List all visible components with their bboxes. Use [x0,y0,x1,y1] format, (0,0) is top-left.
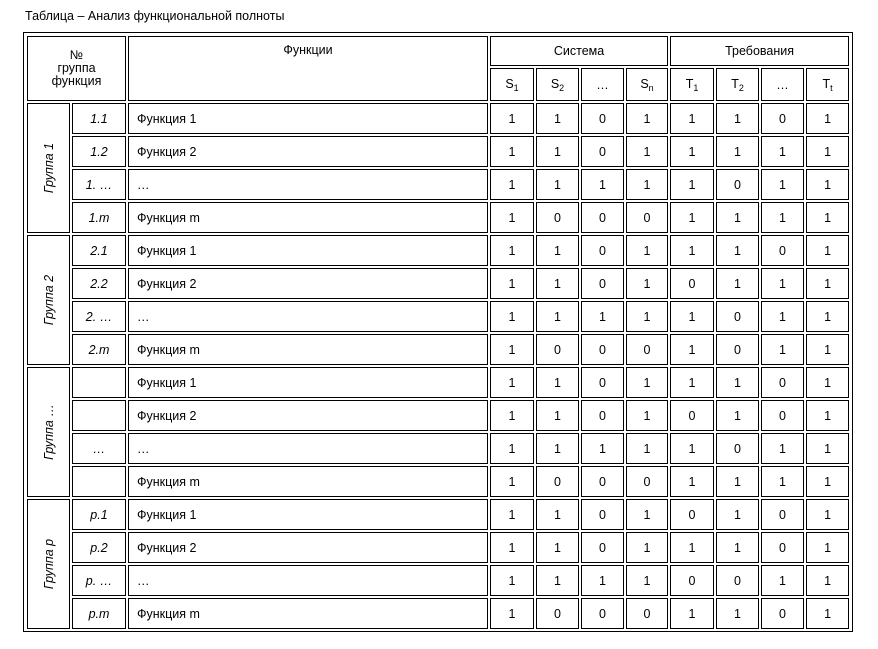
function-code: … [72,433,126,464]
header-requirements: Требования [670,36,849,66]
system-value: 0 [581,400,624,431]
table-row [27,367,849,398]
requirement-value: 1 [806,499,849,530]
system-value: 1 [536,433,579,464]
system-value: 1 [626,301,668,332]
requirement-value: 1 [806,532,849,563]
table-row [27,334,849,365]
function-name: Функция 1 [128,499,488,530]
system-value: 1 [581,565,624,596]
system-value: 1 [581,301,624,332]
system-value: 1 [581,433,624,464]
table-row [27,103,849,134]
table-row [27,565,849,596]
table-row [27,169,849,200]
group-label: Группа p [41,538,56,590]
requirement-value: 1 [670,301,714,332]
requirement-value: 1 [806,400,849,431]
function-code [72,466,126,497]
system-value: 0 [626,334,668,365]
system-value: 0 [626,466,668,497]
function-code: 2.2 [72,268,126,299]
header-col-symbol: T [822,76,831,91]
system-value: 1 [490,499,534,530]
header-col-t-1 [716,68,759,101]
requirement-value: 0 [670,565,714,596]
system-value: 1 [626,499,668,530]
requirement-value: 1 [806,565,849,596]
system-value: 1 [626,433,668,464]
system-value: 1 [626,268,668,299]
requirement-value: 1 [716,202,759,233]
header-col-symbol: … [776,77,789,92]
function-code [72,367,126,398]
requirement-value: 1 [806,268,849,299]
function-name: Функция 2 [128,400,488,431]
analysis-table-frame [23,32,853,632]
header-col-subscript: t [830,82,833,93]
function-name: … [128,301,488,332]
system-value: 0 [581,334,624,365]
header-function-label: функция [51,74,102,88]
header-col-s-0 [490,68,534,101]
header-col-s-2 [581,68,624,101]
system-value: 1 [536,565,579,596]
requirement-value: 0 [670,499,714,530]
system-value: 0 [581,103,624,134]
group-cell [27,103,70,233]
table-row [27,202,849,233]
system-value: 1 [626,235,668,266]
header-group-label: группа [57,61,96,75]
header-col-symbol: S [550,76,560,91]
requirement-value: 1 [761,433,804,464]
function-name: … [128,169,488,200]
requirement-value: 1 [806,334,849,365]
requirement-value: 1 [761,169,804,200]
table-row [27,268,849,299]
group-label: Группа 1 [41,142,56,194]
function-code: p.1 [72,499,126,530]
requirement-value: 0 [761,598,804,629]
system-value: 0 [581,499,624,530]
function-name: … [128,565,488,596]
header-number-label: № [69,48,84,62]
requirement-value: 1 [806,301,849,332]
requirement-value: 1 [670,202,714,233]
requirement-value: 1 [716,268,759,299]
requirement-value: 0 [761,367,804,398]
system-value: 1 [490,532,534,563]
function-code: 1.2 [72,136,126,167]
system-value: 1 [490,301,534,332]
requirement-value: 0 [761,235,804,266]
header-col-s-3 [626,68,668,101]
requirement-value: 0 [761,103,804,134]
header-col-t-0 [670,68,714,101]
system-value: 0 [536,598,579,629]
header-col-subscript: 2 [559,82,565,93]
system-value: 1 [490,268,534,299]
system-value: 0 [581,268,624,299]
requirement-value: 1 [806,367,849,398]
function-name: Функция 1 [128,367,488,398]
table-row [27,301,849,332]
requirement-value: 0 [716,301,759,332]
header-system: Система [490,36,668,66]
system-value: 1 [536,499,579,530]
header-col-subscript: 1 [513,82,519,93]
system-value: 1 [490,235,534,266]
requirement-value: 1 [716,532,759,563]
system-value: 1 [536,532,579,563]
table-row [27,532,849,563]
requirement-value: 1 [806,169,849,200]
system-value: 0 [536,466,579,497]
system-value: 1 [536,367,579,398]
header-col-symbol: … [596,77,609,92]
group-cell [27,235,70,365]
requirement-value: 0 [761,499,804,530]
requirement-value: 1 [806,235,849,266]
requirement-value: 1 [670,136,714,167]
requirement-value: 1 [716,466,759,497]
requirement-value: 0 [670,268,714,299]
requirement-value: 0 [761,532,804,563]
requirement-value: 1 [761,565,804,596]
requirement-value: 1 [716,235,759,266]
function-name: Функция 2 [128,268,488,299]
requirement-value: 0 [761,400,804,431]
header-col-subscript: 2 [738,82,744,93]
system-value: 0 [626,202,668,233]
function-code: p.m [72,598,126,629]
system-value: 1 [626,367,668,398]
requirement-value: 0 [716,433,759,464]
table-row [27,235,849,266]
requirement-value: 1 [806,103,849,134]
system-value: 1 [626,136,668,167]
requirement-value: 1 [761,202,804,233]
requirement-value: 0 [716,565,759,596]
system-value: 1 [490,433,534,464]
system-value: 1 [626,532,668,563]
header-col-symbol: S [640,76,649,91]
group-label: Группа 2 [41,274,56,326]
table-row [27,598,849,629]
function-code [72,400,126,431]
system-value: 0 [581,532,624,563]
system-value: 1 [581,169,624,200]
system-value: 1 [490,466,534,497]
group-cell [27,367,70,497]
requirement-value: 1 [761,334,804,365]
system-value: 0 [581,367,624,398]
requirement-value: 1 [670,532,714,563]
function-name: Функция m [128,598,488,629]
system-value: 0 [581,136,624,167]
requirement-value: 1 [806,466,849,497]
requirement-value: 1 [670,466,714,497]
requirement-value: 1 [670,169,714,200]
header-col-symbol: T [731,76,739,91]
system-value: 1 [490,367,534,398]
function-name: … [128,433,488,464]
header-functions: Функции [128,36,488,101]
requirement-value: 1 [716,400,759,431]
header-col-s-1 [536,68,579,101]
functional-completeness-table [25,34,851,631]
function-name: Функция 1 [128,103,488,134]
requirement-value: 1 [670,598,714,629]
requirement-value: 1 [670,433,714,464]
function-name: Функция 2 [128,136,488,167]
requirement-value: 1 [806,598,849,629]
system-value: 1 [626,400,668,431]
group-label: Группа … [41,404,56,460]
function-code: 1. … [72,169,126,200]
system-value: 1 [490,598,534,629]
system-value: 1 [490,334,534,365]
system-value: 1 [536,268,579,299]
system-value: 1 [490,103,534,134]
requirement-value: 0 [670,400,714,431]
requirement-value: 1 [670,367,714,398]
system-value: 1 [536,169,579,200]
function-code: 2. … [72,301,126,332]
system-value: 0 [536,202,579,233]
requirement-value: 1 [716,136,759,167]
system-value: 1 [536,400,579,431]
header-col-subscript: n [648,82,654,93]
requirement-value: 1 [806,136,849,167]
requirement-value: 1 [716,103,759,134]
function-name: Функция 1 [128,235,488,266]
system-value: 1 [536,235,579,266]
function-code: p. … [72,565,126,596]
requirement-value: 1 [670,103,714,134]
requirement-value: 0 [716,334,759,365]
function-code: 2.1 [72,235,126,266]
requirement-value: 1 [806,433,849,464]
system-value: 0 [581,235,624,266]
function-code: 1.m [72,202,126,233]
table-caption: Таблица – Анализ функциональной полноты [25,9,285,23]
table-row [27,136,849,167]
requirement-value: 1 [670,235,714,266]
system-value: 1 [626,565,668,596]
requirement-value: 1 [761,136,804,167]
system-value: 1 [490,169,534,200]
function-name: Функция 2 [128,532,488,563]
header-group-function [27,36,126,101]
requirement-value: 0 [716,169,759,200]
system-value: 1 [490,202,534,233]
system-value: 1 [490,565,534,596]
table-row [27,433,849,464]
system-value: 1 [490,400,534,431]
header-col-symbol: S [505,76,514,91]
requirement-value: 1 [716,367,759,398]
requirement-value: 1 [761,466,804,497]
function-code: p.2 [72,532,126,563]
requirement-value: 1 [716,499,759,530]
requirement-value: 1 [716,598,759,629]
header-row-top [27,36,849,66]
header-col-t-3 [806,68,849,101]
system-value: 1 [490,136,534,167]
table-row [27,400,849,431]
system-value: 0 [536,334,579,365]
requirement-value: 1 [761,301,804,332]
system-value: 0 [626,598,668,629]
header-col-t-2 [761,68,804,101]
system-value: 1 [536,301,579,332]
function-code: 1.1 [72,103,126,134]
table-row [27,466,849,497]
header-col-symbol: T [685,76,694,91]
function-name: Функция m [128,334,488,365]
group-cell [27,499,70,629]
requirement-value: 1 [761,268,804,299]
system-value: 1 [626,103,668,134]
function-name: Функция m [128,466,488,497]
system-value: 0 [581,598,624,629]
function-name: Функция m [128,202,488,233]
system-value: 1 [626,169,668,200]
function-code: 2.m [72,334,126,365]
system-value: 1 [536,136,579,167]
requirement-value: 1 [806,202,849,233]
system-value: 0 [581,202,624,233]
header-col-subscript: 1 [693,82,699,93]
requirement-value: 1 [670,334,714,365]
system-value: 0 [581,466,624,497]
system-value: 1 [536,103,579,134]
table-row [27,499,849,530]
